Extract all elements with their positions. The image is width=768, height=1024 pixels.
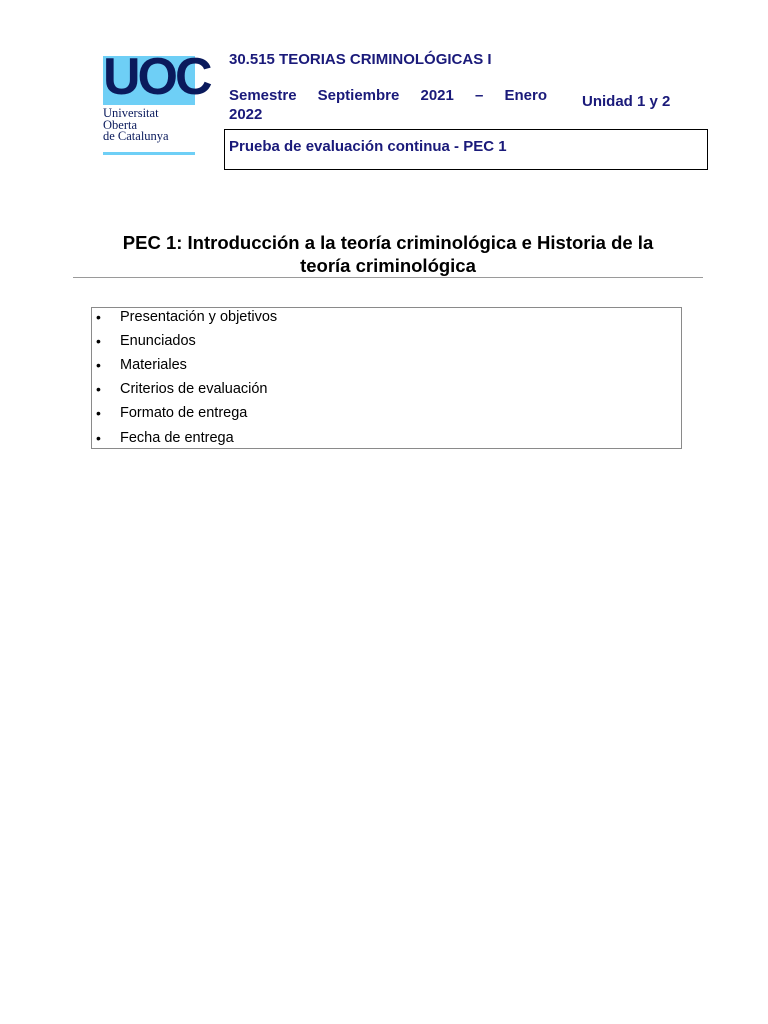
list-item-label: Materiales — [120, 357, 187, 373]
title-line-1: PEC 1: Introducción a la teoría criminológica e Historia de la — [122, 232, 654, 253]
semester-line-2: 2022 — [229, 106, 263, 123]
bullet-icon: • — [96, 430, 101, 446]
logo-wordmark — [103, 108, 169, 143]
bullet-icon: • — [96, 357, 101, 373]
semester-word: – — [475, 87, 484, 104]
list-item-label: Formato de entrega — [120, 405, 248, 421]
semester-word: Septiembre — [317, 87, 400, 104]
bullet-icon: • — [96, 309, 101, 325]
bullet-icon: • — [96, 381, 101, 397]
semester-word: Enero — [504, 87, 547, 104]
logo-line-1: Universitat — [103, 106, 159, 120]
semester-word: Semestre — [229, 87, 297, 104]
logo-line-2: Oberta — [103, 117, 138, 132]
pec-label: Prueba de evaluación continua - PEC 1 — [229, 138, 507, 155]
bullet-icon: • — [96, 333, 101, 349]
title-divider — [73, 277, 703, 278]
course-title: 30.515 TEORIAS CRIMINOLÓGICAS I — [229, 51, 492, 68]
contents-box — [91, 307, 682, 449]
logo-mark — [103, 48, 210, 106]
logo-underline — [103, 152, 195, 155]
list-item-label: Fecha de entrega — [120, 430, 234, 446]
semester-word: 2021 — [420, 87, 454, 104]
semester-label — [229, 86, 547, 124]
logo-letters: UOC — [103, 48, 210, 106]
pec-box — [224, 129, 708, 170]
logo-line-3: de Catalunya — [103, 129, 169, 143]
unit-label: Unidad 1 y 2 — [582, 93, 671, 110]
list-item-label: Enunciados — [120, 333, 196, 349]
title-line-2: teoría criminológica — [300, 255, 476, 276]
list-item-label: Presentación y objetivos — [120, 309, 278, 325]
uoc-logo — [103, 48, 210, 156]
document-title — [73, 231, 703, 277]
bullet-icon: • — [96, 405, 101, 421]
list-item-label: Criterios de evaluación — [120, 381, 268, 397]
semester-line-1 — [229, 86, 547, 105]
